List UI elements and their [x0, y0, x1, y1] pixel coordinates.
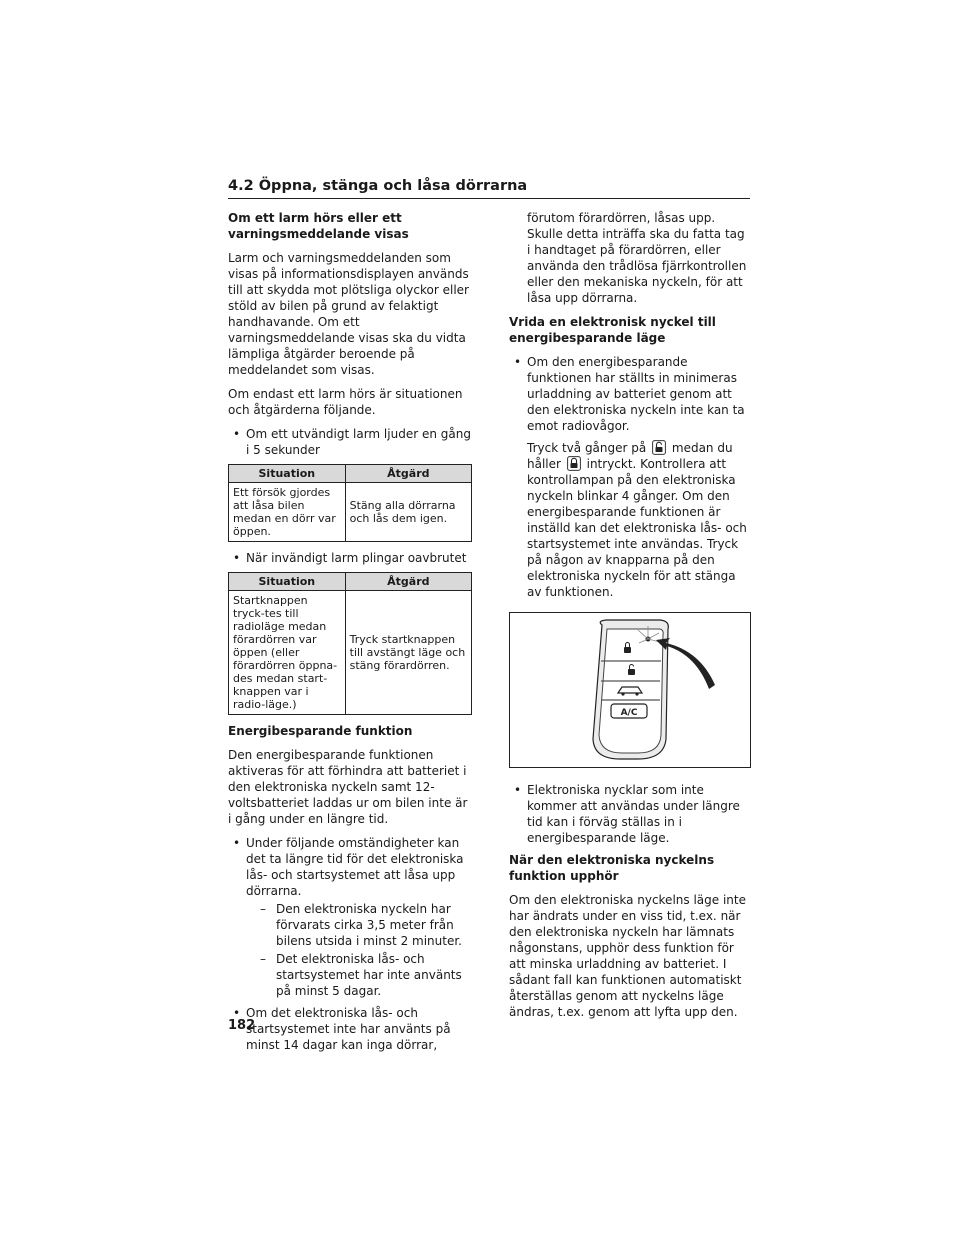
- page-number: 182: [228, 1018, 256, 1033]
- key-ac-label: A/C: [620, 708, 638, 718]
- table-header-action: Åtgärd: [345, 465, 471, 483]
- bullet-energy-mode: • Om den energibesparande funktionen har ställts in minimeras urladdning av batteriet genom att den elektroniska nyckeln inte kan ta emot radiovågor.: [509, 354, 751, 434]
- table-cell-action: Tryck startknappen till avstängt läge och stäng förardörren.: [345, 591, 471, 715]
- paragraph-press-instructions: [509, 440, 751, 600]
- dash-item-unused: – Det elektroniska lås- och startsystemet har inte använts på minst 5 dagar.: [246, 951, 472, 999]
- key-fob-illustration: [509, 612, 751, 768]
- table-external-alarm: [228, 464, 472, 542]
- left-column: [228, 210, 472, 1059]
- press-text-a: Tryck två gånger på: [527, 441, 647, 455]
- table-header-situation: Situation: [229, 465, 346, 483]
- heading-key-energy-mode: Vrida en elektronisk nyckel till energibesparande läge: [509, 315, 716, 345]
- bullet-conditions-text: Under följande omständigheter kan det ta längre tid för det elektroniska lås- och startsystemet att låsa upp dörrarna.: [246, 836, 464, 898]
- table-cell-situation: Ett försök gjordes att låsa bilen medan en dörr var öppen.: [229, 483, 346, 542]
- lock-icon: [567, 456, 581, 471]
- section-header: 4.2 Öppna, stänga och låsa dörrarna: [228, 178, 750, 199]
- table-internal-alarm: [228, 572, 472, 715]
- bullet-conditions: [228, 835, 472, 999]
- table-header-action: Åtgärd: [345, 573, 471, 591]
- unlock-icon: [652, 440, 666, 455]
- bullet-long-term-storage: • Elektroniska nycklar som inte kommer att användas under längre tid kan i förväg ställas in i energibesparande läge.: [509, 782, 751, 846]
- bullet-external-alarm: • Om ett utvändigt larm ljuder en gång i 5 sekunder: [228, 426, 472, 458]
- table-header-situation: Situation: [229, 573, 346, 591]
- table-cell-situation: Startknappen tryck-tes till radioläge medan förardörren var öppen (eller förardörren öppna-des medan start-knappen var i radio-läge.): [229, 591, 346, 715]
- press-text-c: intryckt. Kontrollera att kontrollampan på den elektroniska nyckeln blinkar 4 gånger. Om den energibesparande funktionen är inställd kan det elektroniska lås- och startsystemet inte användas. Tryck på någon av knapparna på den elektroniska nyckeln för att stänga av funktionen.: [527, 457, 747, 599]
- heading-key-function-stops: När den elektroniska nyckelns funktion upphör: [509, 853, 715, 883]
- paragraph-key-function-stops: Om den elektroniska nyckelns läge inte har ändrats under en viss tid, t.ex. när den elektroniska nyckeln har lämnats någonstans, upphör dess funktion för att minska urladdning av batteriet. I sådant fall kan funktionen automatiskt återställas genom att nyckelns läge ändras, t.ex. genom att lyfta upp den.: [509, 893, 746, 1019]
- heading-energy-saving: Energibesparande funktion: [228, 724, 413, 738]
- heading-alarm: Om ett larm hörs eller ett varningsmeddelande visas: [228, 211, 409, 241]
- right-column: [509, 210, 751, 1028]
- paragraph-alarm-intro: Larm och varningsmeddelanden som visas på informationsdisplayen används till att skydda mot plötsliga olyckor eller stöld av bilen på grund av felaktigt handhavande. Om ett varningsmeddelande visas ska du vidta lämpliga åtgärder beroende på meddelandet som visas.: [228, 251, 469, 377]
- paragraph-alarm-only: Om endast ett larm hörs är situationen och åtgärderna följande.: [228, 387, 463, 417]
- press-text-b: medan du håller: [527, 441, 733, 471]
- bullet-14-days: • Om det elektroniska lås- och startsystemet inte har använts på minst 14 dagar kan inga dörrar,: [228, 1005, 472, 1053]
- key-fob-svg: [510, 613, 750, 767]
- bullet-internal-alarm: • När invändigt larm plingar oavbrutet: [228, 550, 472, 566]
- key-fob-inner: [599, 629, 663, 753]
- dash-item-distance: – Den elektroniska nyckeln har förvarats cirka 3,5 meter från bilens utsida i minst 2 minuter.: [246, 901, 472, 949]
- paragraph-continued: förutom förardörren, låsas upp. Skulle detta inträffa ska du fatta tag i handtaget på förardörren, eller använda den trådlösa fjärrkontrollen eller den mekaniska nyckeln, för att låsa upp dörrarna.: [527, 211, 747, 305]
- paragraph-energy-saving: Den energibesparande funktionen aktiveras för att förhindra att batteriet i den elektroniska nyckeln samt 12-voltsbatteriet laddas ur om bilen inte är i gång under en längre tid.: [228, 748, 468, 826]
- table-cell-action: Stäng alla dörrarna och lås dem igen.: [345, 483, 471, 542]
